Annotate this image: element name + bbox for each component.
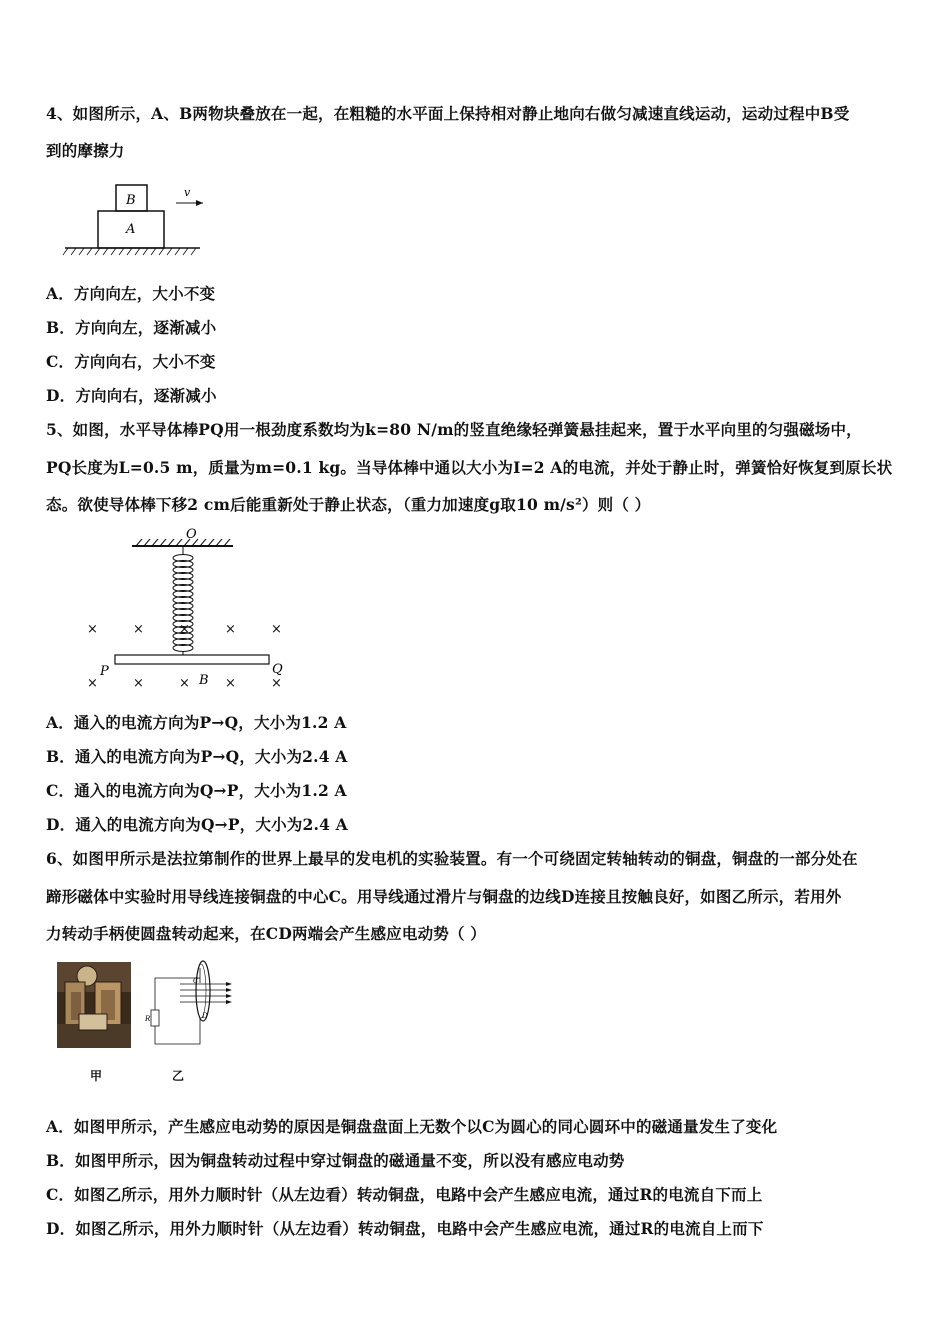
conductor-rod <box>115 655 269 664</box>
q5-spring-figure <box>80 522 300 697</box>
q4-stem-line2: 到的摩擦力 <box>46 141 125 160</box>
field-cross: × <box>179 676 190 691</box>
resistor-r <box>151 1010 159 1026</box>
field-cross: × <box>225 676 236 691</box>
q5-option-c: C．通入的电流方向为Q→P，大小为1.2 A <box>46 781 347 800</box>
spring <box>173 546 193 655</box>
field-cross: × <box>179 622 190 637</box>
q6-option-a: A．如图甲所示，产生感应电动势的原因是铜盘盘面上无数个以C为圆心的同心圆环中的磁通量发生了变化 <box>46 1117 778 1136</box>
field-cross: × <box>225 622 236 637</box>
label-b: B <box>199 673 209 688</box>
label-a: A <box>126 222 136 237</box>
copper-disk-circuit <box>140 958 240 1050</box>
q5-stem-line2: PQ长度为L=0.5 m，质量为m=0.1 kg。当导体棒中通以大小为I=2 A的电流，并处于静止时，弹簧恰好恢复到原长状 <box>46 458 893 477</box>
q6-option-b: B．如图甲所示，因为铜盘转动过程中穿过铜盘的磁通量不变，所以没有感应电动势 <box>46 1151 625 1170</box>
q5-option-a: A．通入的电流方向为P→Q，大小为1.2 A <box>46 713 347 732</box>
label-p: P <box>100 664 109 679</box>
q5-stem-line3: 态。欲使导体棒下移2 cm后能重新处于静止状态，（重力加速度g取10 m/s²）则（ ） <box>46 495 651 514</box>
q6-stem-line3: 力转动手柄使圆盘转动起来，在CD两端会产生感应电动势（ ） <box>46 924 486 943</box>
q4-option-b: B．方向向左，逐渐减小 <box>46 318 217 337</box>
label-b: B <box>126 193 136 208</box>
label-o: O <box>186 527 197 542</box>
field-cross: × <box>271 622 282 637</box>
field-cross: × <box>133 622 144 637</box>
q4-blocks-figure <box>60 178 210 258</box>
q5-stem-line1: 5、如图，水平导体棒PQ用一根劲度系数均为k=80 N/m的竖直绝缘轻弹簧悬挂起来，置于水平向里的匀强磁场中， <box>46 420 862 439</box>
label-v: v <box>184 186 191 199</box>
label-c: C <box>193 977 199 985</box>
q6-stem-line2: 蹄形磁体中实验时用导线连接铜盘的中心C。用导线通过滑片与铜盘的边线D连接且按触良好，如图乙所示，若用外 <box>46 887 842 906</box>
q4-option-c: C．方向向右，大小不变 <box>46 352 216 371</box>
caption-jia: 甲 <box>90 1069 103 1083</box>
label-d: D <box>202 1012 208 1020</box>
q5-option-d: D．通入的电流方向为Q→P，大小为2.4 A <box>46 815 348 834</box>
q6-option-c: C．如图乙所示，用外力顺时针（从左边看）转动铜盘，电路中会产生感应电流，通过R的电流自下而上 <box>46 1185 763 1204</box>
field-cross: × <box>87 676 98 691</box>
q4-stem-line1: 4、如图所示，A、B两物块叠放在一起，在粗糙的水平面上保持相对静止地向右做匀减速直线运动，运动过程中B受 <box>46 104 850 123</box>
q5-option-b: B．通入的电流方向为P→Q，大小为2.4 A <box>46 747 348 766</box>
label-r: R <box>145 1015 151 1023</box>
caption-yi: 乙 <box>172 1069 185 1083</box>
field-cross: × <box>271 676 282 691</box>
q4-option-d: D．方向向右，逐渐减小 <box>46 386 217 405</box>
field-cross: × <box>87 622 98 637</box>
label-q: Q <box>272 662 283 677</box>
faraday-generator-photo <box>57 962 131 1048</box>
q6-stem-line1: 6、如图甲所示是法拉第制作的世界上最早的发电机的实验装置。有一个可绕固定转轴转动的铜盘，铜盘的一部分处在 <box>46 849 858 868</box>
q6-option-d: D．如图乙所示，用外力顺时针（从左边看）转动铜盘，电路中会产生感应电流，通过R的电流自上而下 <box>46 1219 764 1238</box>
q4-option-a: A．方向向左，大小不变 <box>46 284 216 303</box>
field-cross: × <box>133 676 144 691</box>
